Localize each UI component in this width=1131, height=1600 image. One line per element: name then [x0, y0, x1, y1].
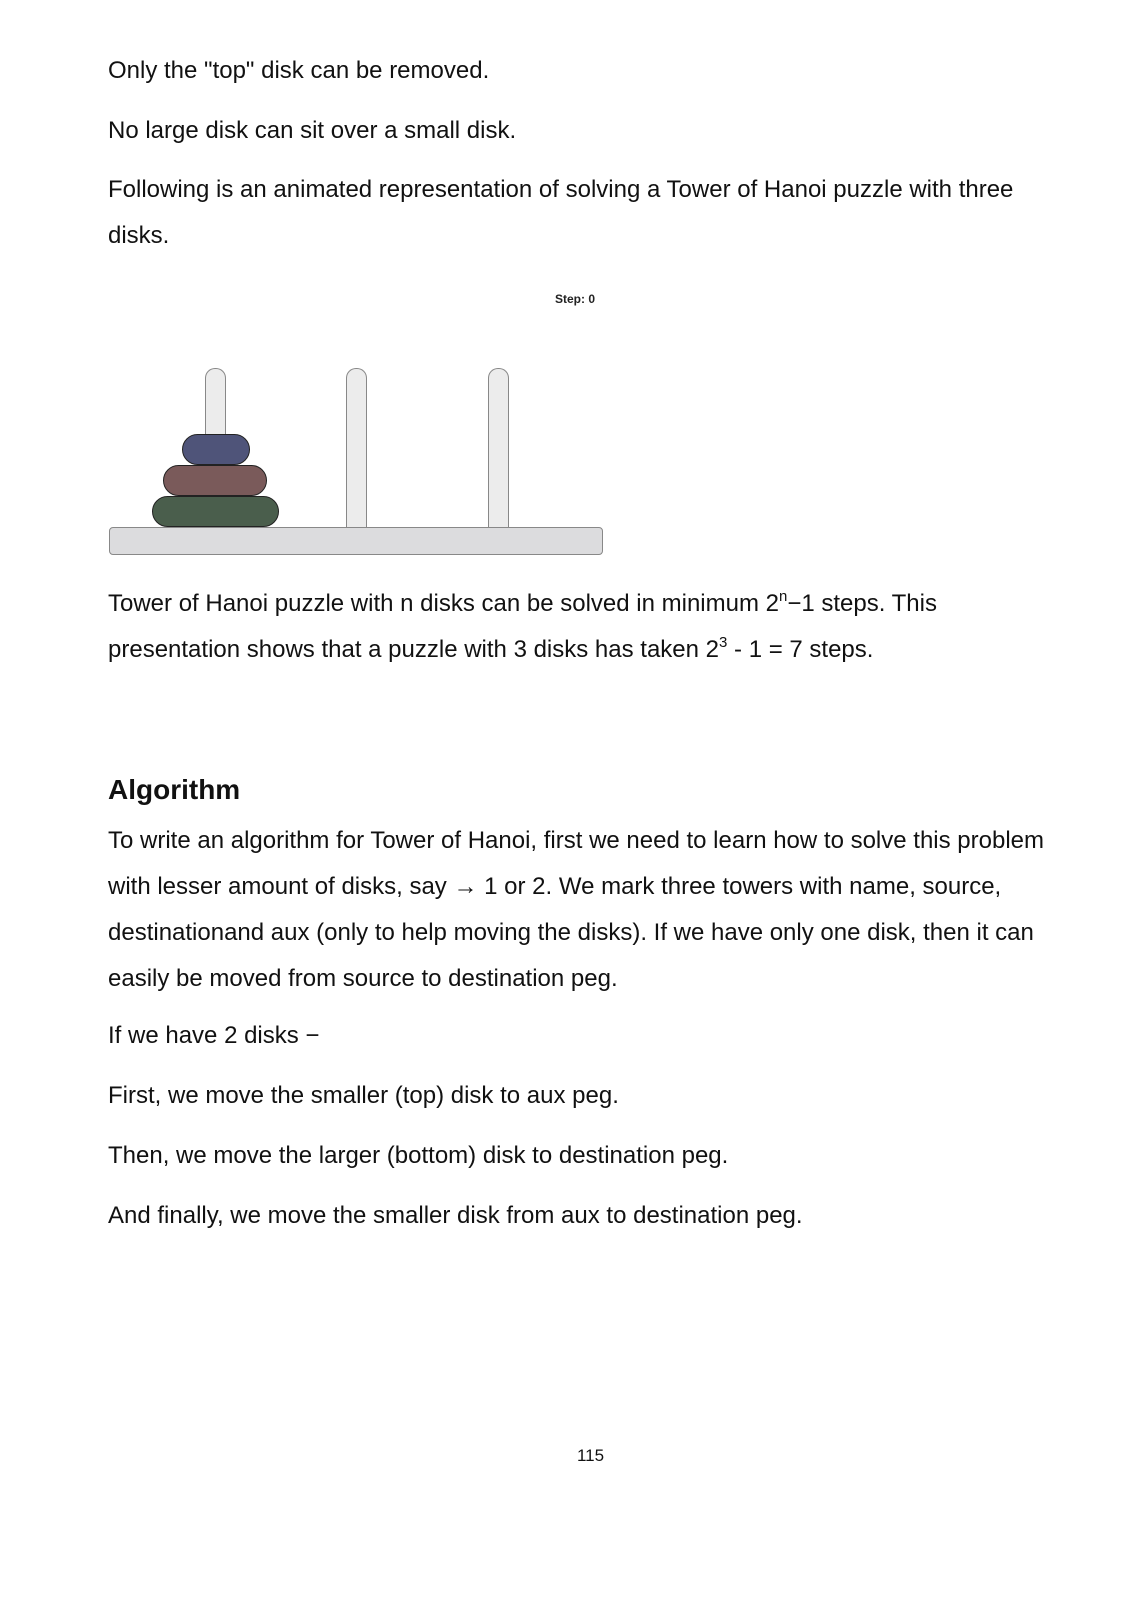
- peg-destination: [488, 368, 509, 528]
- step-1: First, we move the smaller (top) disk to aux peg.: [108, 1082, 619, 1109]
- exponent-n: n: [778, 588, 788, 605]
- disk-small: [182, 434, 250, 465]
- step-counter: Step: 0: [555, 292, 596, 306]
- animation-intro: Following is an animated representation of solving a Tower of Hanoi puzzle with three disks.: [108, 176, 1014, 249]
- rule-no-large-on-small: No large disk can sit over a small disk.: [108, 117, 517, 144]
- algorithm-intro: To write an algorithm for Tower of Hanoi, first we need to learn how to solve this problem with lesser amount of disks, say → 1 or 2. We mark three towers with name, source, destinationand aux (only to help moving the disks). If we have only one disk, then it can easily be moved from source to destination peg.: [108, 827, 1044, 992]
- disk-medium: [163, 465, 267, 496]
- minsteps-part: - 1 = 7 steps.: [727, 636, 874, 663]
- minimum-steps-text: [108, 581, 1038, 673]
- rule-top-disk: Only the "top" disk can be removed.: [108, 57, 490, 84]
- exponent-3: 3: [719, 634, 728, 651]
- step-3: And finally, we move the smaller disk from aux to destination peg.: [108, 1202, 803, 1229]
- section-heading-algorithm: Algorithm: [108, 774, 241, 805]
- minsteps-part: −1 steps. This presentation shows that a puzzle with 3 disks has taken 2: [108, 590, 937, 663]
- puzzle-base: [109, 527, 603, 555]
- disk-large: [152, 496, 279, 527]
- step-2: Then, we move the larger (bottom) disk to destination peg.: [108, 1142, 729, 1169]
- two-disks-intro: If we have 2 disks −: [108, 1022, 320, 1049]
- peg-aux: [346, 368, 367, 528]
- minsteps-part: Tower of Hanoi puzzle with n disks can be solved in minimum 2: [108, 590, 779, 617]
- tower-of-hanoi-figure: [100, 270, 620, 560]
- page-number: 115: [576, 1446, 605, 1465]
